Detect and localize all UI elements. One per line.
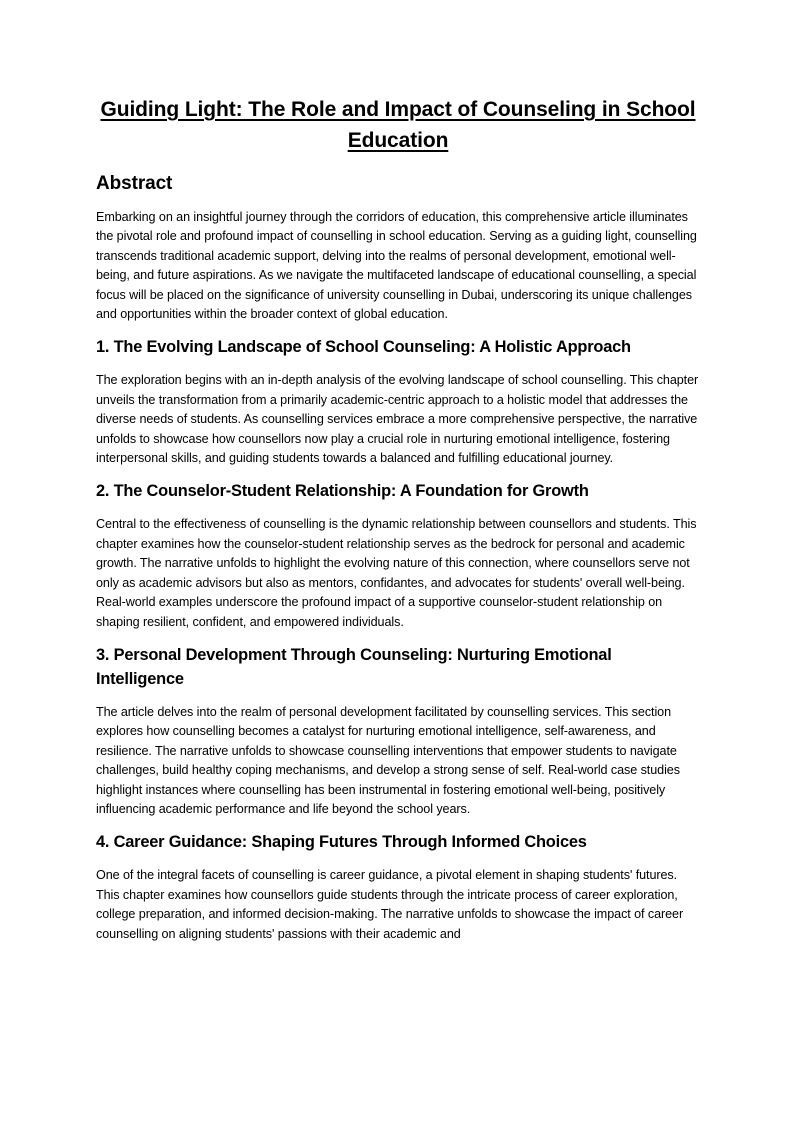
section-4-heading: 4. Career Guidance: Shaping Futures Through Informed Choices <box>96 833 587 852</box>
section-1-heading: 1. The Evolving Landscape of School Counseling: A Holistic Approach <box>96 338 631 357</box>
abstract-paragraph: Embarking on an insightful journey through the corridors of education, this comprehensive article illuminates the pivotal role and profound impact of counselling in school education. Serving as a guiding light, counselling transcends traditional academic support, delving into the realms of personal development, emotional well-being, and future aspirations. As we navigate the multifaceted landscape of educational counselling, a special focus will be placed on the significance of university counselling in Dubai, underscoring its unique challenges and opportunities within the broader context of global education. <box>96 210 697 322</box>
document-page <box>96 94 700 944</box>
abstract-heading: Abstract <box>96 173 173 194</box>
section-3-paragraph: The article delves into the realm of personal development facilitated by counselling services. This section explores how counselling becomes a catalyst for nurturing emotional intelligence, self-awareness, and resilience. The narrative unfolds to showcase counselling interventions that empower students to navigate challenges, build healthy coping mechanisms, and develop a strong sense of self. Real-world case studies highlight instances where counselling has been instrumental in fostering emotional well-being, positively influencing academic performance and life beyond the school years. <box>96 704 680 816</box>
document-title: Guiding Light: The Role and Impact of Counseling in School Education <box>100 98 696 152</box>
section-4-paragraph: One of the integral facets of counselling is career guidance, a pivotal element in shaping students' futures. This chapter examines how counsellors guide students through the intricate process of career exploration, college preparation, and informed decision-making. The narrative unfolds to showcase the impact of career counselling on aligning students' passions with their academic and <box>96 868 684 941</box>
section-2-paragraph: Central to the effectiveness of counselling is the dynamic relationship between counsellors and students. This chapter examines how the counselor-student relationship serves as the bedrock for personal and academic growth. The narrative unfolds to highlight the evolving nature of this connection, where counsellors serve not only as academic advisors but also as mentors, confidantes, and advocates for students' overall well-being. Real-world examples underscore the profound impact of a supportive counselor-student relationship on shaping resilient, confident, and empowered individuals. <box>96 517 697 629</box>
section-2-heading: 2. The Counselor-Student Relationship: A Foundation for Growth <box>96 482 589 501</box>
section-1-paragraph: The exploration begins with an in-depth analysis of the evolving landscape of school counselling. This chapter unveils the transformation from a primarily academic-centric approach to a holistic model that addresses the diverse needs of students. As counselling services embrace a more comprehensive perspective, the narrative unfolds to showcase how counsellors now play a crucial role in nurturing emotional intelligence, fostering interpersonal skills, and guiding students towards a balanced and fulfilling educational journey. <box>96 373 699 466</box>
section-3-heading: 3. Personal Development Through Counseling: Nurturing Emotional Intelligence <box>96 645 612 688</box>
